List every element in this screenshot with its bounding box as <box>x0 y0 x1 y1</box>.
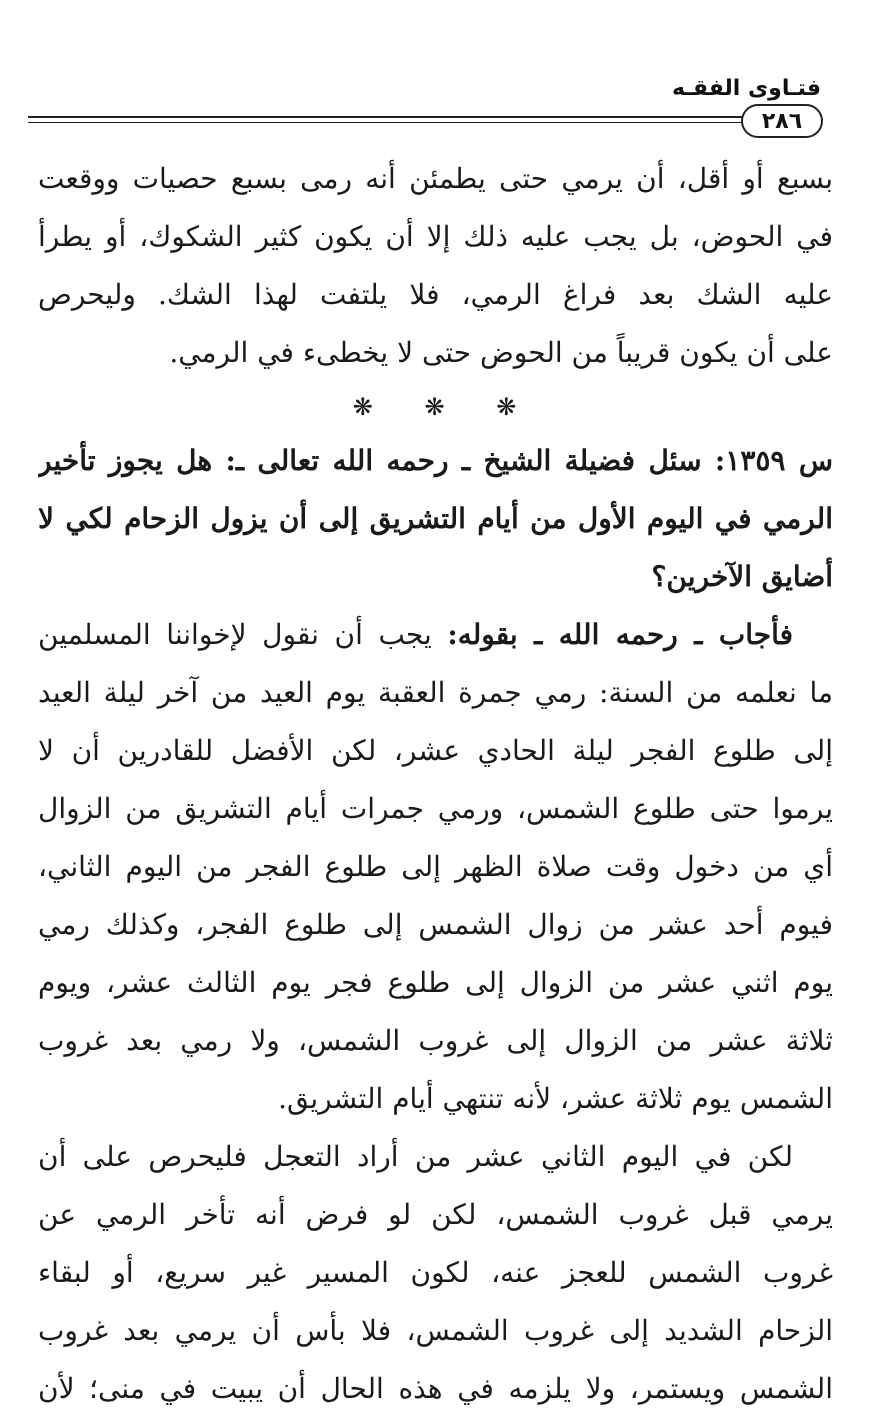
answer-line: فيوم أحد عشر من زوال الشمس إلى طلوع الفجر، وكذلك رمي <box>38 908 833 941</box>
text-line: يرمي قبل غروب الشمس، لكن لو فرض أنه تأخر الرمي عن <box>38 1198 833 1231</box>
answer-first-text: يجب أن نقول لإخواننا المسلمين <box>38 618 448 651</box>
header-rule-top <box>28 116 746 118</box>
text-line: الشمس ويستمر، ولا يلزمه في هذه الحال أن يبيت في منى؛ لأن <box>38 1372 833 1405</box>
page-header <box>0 0 873 140</box>
answer-line: ما نعلمه من السنة: رمي جمرة العقبة يوم العيد من آخر ليلة العيد <box>38 676 833 709</box>
paragraph-followup <box>38 1128 833 1418</box>
paragraph-continuation <box>38 150 833 382</box>
asterism-icon: ❋ <box>496 393 519 421</box>
running-title: فتـاوى الفقـه <box>672 76 821 101</box>
question-line: الرمي في اليوم الأول من أيام التشريق إلى أن يزول الزحام لكي لا <box>38 502 833 535</box>
answer-line: يوم اثني عشر من الزوال إلى طلوع فجر يوم الثالث عشر، ويوم <box>38 966 833 999</box>
text-line: لكن في اليوم الثاني عشر من أراد التعجل فليحرص على أن <box>38 1140 793 1173</box>
section-separator <box>38 382 833 432</box>
question-block <box>38 432 833 606</box>
asterism-icon: ❋ <box>352 393 375 421</box>
question-line: س ١٣٥٩: سئل فضيلة الشيخ ـ رحمه الله تعالى ـ: هل يجوز تأخير <box>38 444 833 477</box>
asterism-icon: ❋ <box>424 393 447 421</box>
answer-block <box>38 606 833 1128</box>
answer-line: إلى طلوع الفجر ليلة الحادي عشر، لكن الأفضل للقادرين أن لا <box>38 734 833 767</box>
question-line: أضايق الآخرين؟ <box>651 560 833 593</box>
answer-line: ثلاثة عشر من الزوال إلى غروب الشمس، ولا رمي بعد غروب <box>38 1024 833 1057</box>
answer-lead: فأجاب ـ رحمه الله ـ بقوله: <box>447 618 793 651</box>
text-line: عليه الشك بعد فراغ الرمي، فلا يلتفت لهذا الشك. وليحرص <box>38 278 833 311</box>
text-line: الزحام الشديد إلى غروب الشمس، فلا بأس أن يرمي بعد غروب <box>38 1314 833 1347</box>
page-number: ٢٨٦ <box>741 104 823 138</box>
text-line: في الحوض، بل يجب عليه ذلك إلا أن يكون كثير الشكوك، أو يطرأ <box>38 220 833 253</box>
text-line: بسبع أو أقل، أن يرمي حتى يطمئن أنه رمى بسبع حصيات ووقعت <box>38 162 833 195</box>
answer-line: أي من دخول وقت صلاة الظهر إلى طلوع الفجر من اليوم الثاني، <box>38 850 833 883</box>
answer-line: الشمس يوم ثلاثة عشر، لأنه تنتهي أيام التشريق. <box>278 1082 833 1115</box>
answer-first-line <box>38 606 833 664</box>
text-line: غروب الشمس للعجز عنه، لكون المسير غير سريع، أو لبقاء <box>38 1256 833 1289</box>
answer-line: يرموا حتى طلوع الشمس، ورمي جمرات أيام التشريق من الزوال <box>38 792 833 825</box>
text-line: على أن يكون قريباً من الحوض حتى لا يخطىء في الرمي. <box>169 336 833 369</box>
header-rule-bottom <box>28 122 746 123</box>
page-body <box>38 150 833 1418</box>
